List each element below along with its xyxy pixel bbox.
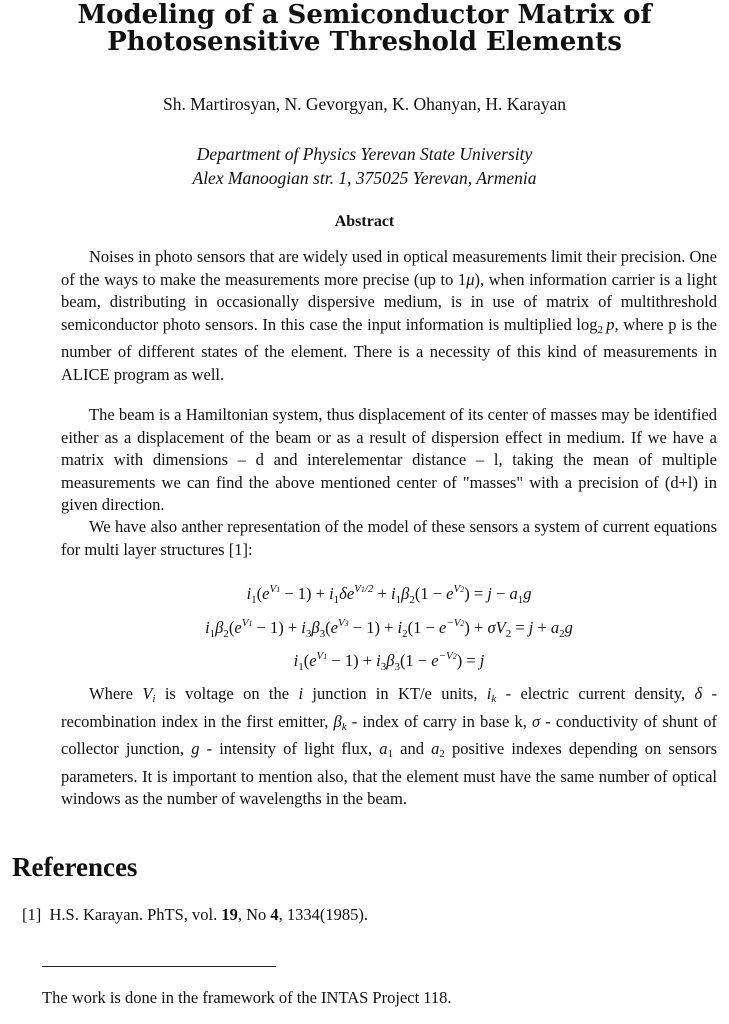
abstract-paragraph-2: [61, 404, 717, 517]
authors: Sh. Martirosyan, N. Gevorgyan, K. Ohanyan, H. Karayan: [162, 94, 567, 114]
g-symbol: g: [191, 739, 200, 759]
footnote-rule: [42, 966, 276, 967]
log-base: 2: [597, 323, 603, 336]
affiliation-line-2: Alex Manoogian str. 1, 375025 Yerevan, Armenia: [192, 168, 537, 188]
reference-text-c: , 1334(1985).: [278, 905, 369, 924]
ik-subscript: k: [491, 693, 497, 705]
beta-subscript: k: [341, 720, 347, 733]
p1-text-c: , where p is the number of different states of the element. There is a necessity of this kind of measurements in ALICE program as well.: [61, 314, 717, 384]
title-line-2: Photosensitive Threshold Elements: [107, 27, 622, 57]
a1-subscript: 1: [387, 748, 394, 761]
references-heading: References: [12, 852, 138, 882]
p1-text-b: ), when information carrier is a light beam, distributing in occasionally dispersive medium, is in use of matrix of multithreshold semiconductor photo sensors. In this case the input information is multiplied log: [61, 269, 717, 334]
affiliation: [60, 142, 669, 190]
p4-text-h: - intensity of light flux,: [199, 739, 380, 759]
abstract-heading: Abstract: [334, 213, 395, 230]
a2-symbol: a: [431, 739, 440, 759]
p-symbol: p: [606, 314, 615, 334]
equation-1: $i_1(e^{V1} - 1) + i_1\delta e^{V1/2} + i_1\beta_2(1 - e^{V2}) = j - a_1g$: [246, 583, 532, 606]
reference-label: [1]: [22, 905, 42, 924]
affiliation-line-1: Department of Physics Yerevan State University: [196, 144, 533, 164]
mu-symbol: μ: [466, 269, 475, 289]
abstract-paragraph-1: [61, 246, 717, 387]
p4-text-d: - electric current density,: [496, 684, 695, 703]
abstract-paragraph-4: [61, 683, 717, 811]
p4-text-e: - recombination index in the first emitter,: [61, 684, 717, 731]
beta-symbol: β: [333, 711, 342, 731]
p4-text-tail: positive indexes depending on sensors parameters. It is important to mention also, that the element must have the same number of optical windows as the number of wavelengths in the beam.: [61, 739, 717, 809]
abstract-paragraph-3: [61, 516, 717, 561]
reference-text-b: , No: [237, 905, 271, 924]
p4-text-b: is voltage on the: [155, 684, 299, 703]
p4-text-c: junction in KT/e units,: [303, 684, 487, 703]
equation-3: $i_1(e^{V1} - 1) + i_3\beta_3(1 - e^{-V2}) = j$: [293, 650, 485, 673]
reference-text-a: H.S. Karayan. PhTS, vol.: [49, 905, 222, 924]
p2-text: The beam is a Hamiltonian system, thus displacement of its center of masses may be identified either as a displacement of the beam or as a result of dispersion effect in medium. If we have a matrix with dimensions – d and interelementar distance – l, taking the mean of multiple measurements we can find the above mentioned center of "masses" with a precision of (d+l) in given direction.: [61, 405, 717, 515]
p4-text-and: and: [393, 739, 432, 759]
reference-number: 4: [270, 905, 279, 924]
i-symbol: i: [298, 684, 304, 703]
delta-symbol: δ: [694, 684, 703, 703]
v-subscript: i: [152, 693, 156, 705]
a1-symbol: a: [379, 739, 388, 759]
ik-symbol: i: [486, 684, 492, 703]
v-symbol: V: [142, 684, 153, 703]
p4-text-g: - conductivity of shunt of collector junction,: [61, 711, 717, 759]
reference-1: [22, 905, 368, 925]
equation-2: $i_1\beta_2(e^{V1} - 1) + i_3\beta_3(e^{V3} - 1) + i_2(1 - e^{-V2}) + \sigma V_2 = j + a_2g$: [205, 617, 573, 640]
p1-text-a: Noises in photo sensors that are widely used in optical measurements limit their precision. One of the ways to make the measurements more precise (up to 1: [61, 247, 717, 289]
p4-text-a: Where: [89, 684, 143, 703]
a2-subscript: 2: [439, 748, 445, 761]
p4-text-f: - index of carry in base k,: [346, 711, 532, 731]
footnote: The work is done in the framework of the INTAS Project 118.: [42, 988, 452, 1007]
paper-title: [60, 2, 669, 56]
p3-text: We have also anther representation of the model of these sensors a system of current equations for multi layer structures [1]:: [61, 517, 717, 559]
sigma-symbol: σ: [531, 711, 541, 731]
title-line-1: Modeling of a Semiconductor Matrix of: [77, 0, 652, 30]
reference-volume: 19: [221, 905, 238, 924]
